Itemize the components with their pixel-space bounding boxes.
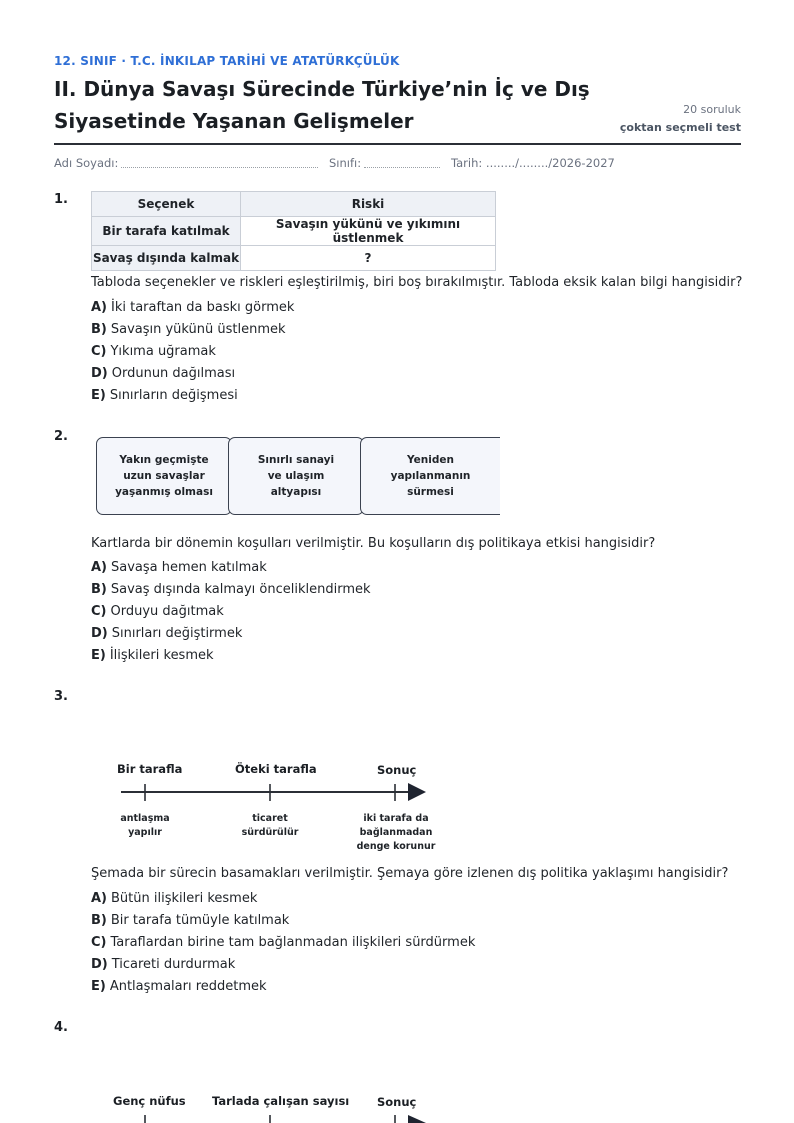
option-text: Savaşın yükünü üstlenmek: [110, 322, 286, 337]
table-cell: Savaş dışında kalmak: [92, 246, 241, 271]
class-label: Sınıfı:: [329, 156, 362, 170]
option-letter: A): [91, 300, 108, 315]
timeline-sub: iki tarafa da bağlanmadan denge korunur: [356, 813, 436, 852]
timeline-label: Genç nüfus: [113, 1094, 186, 1108]
timeline-label: Bir tarafla: [117, 762, 183, 776]
timeline-label: Öteki tarafla: [235, 762, 317, 776]
option-text: Savaşa hemen katılmak: [111, 560, 267, 575]
card-line: uzun savaşlar: [123, 470, 205, 482]
timeline-label: Sonuç: [377, 763, 417, 777]
question-stem: Şemada bir sürecin basamakları verilmiştir. Şemaya göre izlenen dış politika yaklaşımı hangisidir?: [91, 866, 729, 881]
table-cell: ?: [241, 246, 496, 271]
option-letter: E): [91, 388, 106, 403]
option-text: Antlaşmaları reddetmek: [109, 979, 267, 994]
question-number: 3.: [54, 689, 68, 704]
table-header: Riski: [241, 192, 496, 217]
option-text: Ordunun dağılması: [111, 366, 236, 381]
question-number: 1.: [54, 192, 68, 207]
option-text: Orduyu dağıtmak: [110, 604, 224, 619]
table-cell: Bir tarafa katılmak: [92, 217, 241, 246]
subject-label: 12. SINIF · T.C. İNKILAP TARİHİ VE ATATÜRKÇÜLÜK: [54, 54, 400, 68]
option-text: Sınırları değiştirmek: [111, 626, 243, 641]
option-letter: C): [91, 344, 107, 359]
question-stem: Kartlarda bir dönemin koşulları verilmiştir. Bu koşulların dış politikaya etkisi hangisidir?: [91, 536, 656, 551]
option-letter: D): [91, 626, 108, 641]
option-text: Yıkıma uğramak: [110, 344, 216, 359]
card-line: Yakın geçmişte: [119, 454, 209, 466]
timeline-sub: ticaret sürdürülür: [241, 813, 299, 838]
option-letter: C): [91, 604, 107, 619]
option-text: İki taraftan da baskı görmek: [111, 300, 295, 315]
card-line: altyapısı: [270, 486, 322, 498]
option-letter: C): [91, 935, 107, 950]
table-header: Seçenek: [92, 192, 241, 217]
card-line: Yeniden: [407, 454, 454, 466]
date-label: Tarih: ......../......../2026-2027: [451, 156, 615, 170]
page-title-line-1: II. Dünya Savaşı Sürecinde Türkiye’nin İç ve Dış: [54, 77, 590, 101]
card-line: yaşanmış olması: [115, 486, 213, 498]
card-line: Sınırlı sanayi: [257, 454, 335, 466]
option-letter: D): [91, 957, 108, 972]
option-text: Savaş dışında kalmayı önceliklendirmek: [110, 582, 371, 597]
timeline-sub: antlaşma yapılır: [120, 813, 170, 838]
question-number: 4.: [54, 1020, 68, 1035]
card-line: sürmesi: [407, 486, 454, 498]
test-type: çoktan seçmeli test: [619, 121, 741, 134]
option-text: Ticareti durdurmak: [111, 957, 236, 972]
option-letter: A): [91, 560, 108, 575]
option-letter: E): [91, 648, 106, 663]
page-title-line-2: Siyasetinde Yaşanan Gelişmeler: [54, 109, 414, 133]
option-letter: E): [91, 979, 106, 994]
option-text: Bütün ilişkileri kesmek: [111, 891, 258, 906]
option-text: İlişkileri kesmek: [109, 648, 214, 663]
name-label: Adı Soyadı:: [54, 156, 119, 170]
option-text: Bir tarafa tümüyle katılmak: [110, 913, 290, 928]
option-letter: B): [91, 322, 107, 337]
question-stem: Tabloda seçenekler ve riskleri eşleştirilmiş, biri boş bırakılmıştır. Tabloda eksik kalan bilgi hangisidir?: [91, 275, 743, 290]
question-count: 20 soruluk: [683, 103, 741, 116]
card-line: yapılanmanın: [390, 470, 471, 482]
option-letter: B): [91, 582, 107, 597]
option-letter: D): [91, 366, 108, 381]
question-number: 2.: [54, 429, 68, 444]
card-line: ve ulaşım: [267, 470, 325, 482]
option-text: Sınırların değişmesi: [109, 388, 238, 403]
table-cell: Savaşın yükünü ve yıkımını üstlenmek: [241, 217, 496, 246]
option-letter: B): [91, 913, 107, 928]
option-letter: A): [91, 891, 108, 906]
timeline-label: Sonuç: [377, 1095, 417, 1109]
timeline-label: Tarlada çalışan sayısı: [212, 1094, 350, 1108]
option-text: Taraflardan birine tam bağlanmadan ilişkileri sürdürmek: [110, 935, 476, 950]
